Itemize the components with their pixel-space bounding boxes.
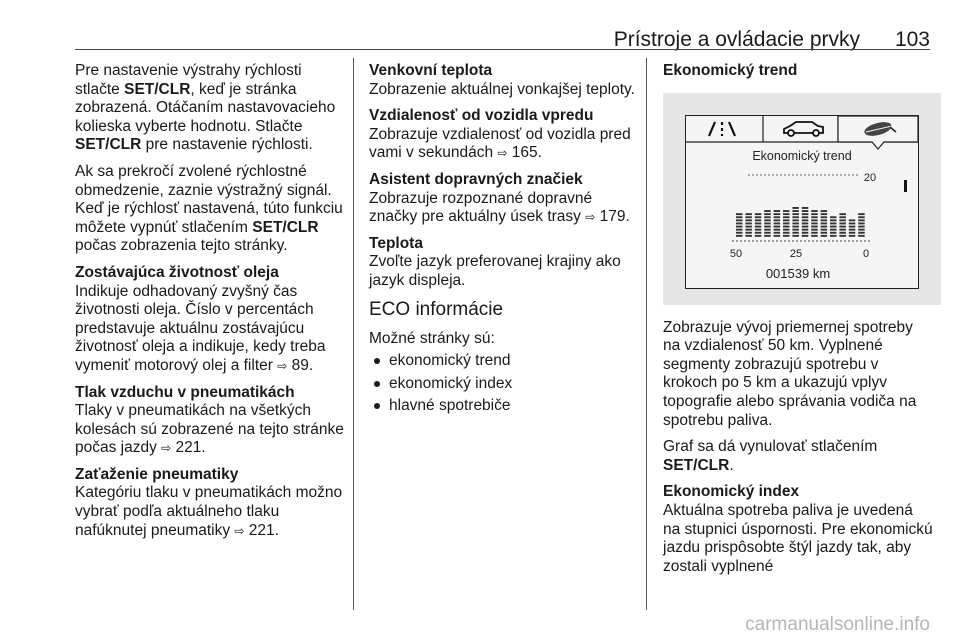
bar-segment	[736, 219, 743, 221]
bar-segment	[849, 234, 856, 236]
bar-segment	[802, 210, 809, 212]
bar-segment	[764, 219, 771, 221]
bar-segment	[839, 219, 846, 221]
page-ref-arrow-icon: ⇨	[277, 358, 288, 373]
bar-segment	[858, 222, 865, 224]
bar-segment	[755, 222, 762, 224]
bar-segment	[764, 231, 771, 233]
distance-text: Zobrazuje vzdialenosť od vozidla pred vami v sekundách ⇨ 165.	[369, 125, 631, 162]
bar-segment	[821, 213, 828, 215]
bar-segment	[783, 210, 790, 212]
bar-segment	[764, 222, 771, 224]
bar-segment	[792, 225, 799, 227]
eco-trend-heading: Ekonomický trend	[663, 62, 798, 79]
page-ref-arrow-icon: ⇨	[497, 146, 508, 161]
bar-segment	[755, 225, 762, 227]
bar-segment	[830, 216, 837, 218]
bar-segment	[783, 213, 790, 215]
bar-segment	[821, 210, 828, 212]
bar-segment	[792, 219, 799, 221]
page-ref[interactable]: 179.	[599, 208, 630, 226]
bar-segment	[792, 213, 799, 215]
bar-segment	[811, 225, 818, 227]
bar-segment	[849, 222, 856, 224]
traffic-sign-heading: Asistent dopravných značiek	[369, 170, 583, 188]
bar-segment	[736, 222, 743, 224]
page-ref-arrow-icon: ⇨	[161, 441, 172, 456]
header-divider	[75, 49, 930, 50]
display-title: Ekonomický trend	[752, 148, 852, 163]
bar-segment	[811, 210, 818, 212]
bar-segment	[774, 234, 781, 236]
bar-segment	[830, 231, 837, 233]
bar-segment	[792, 231, 799, 233]
bar-segment	[802, 213, 809, 215]
bar-segment	[830, 219, 837, 221]
bar-segment	[783, 219, 790, 221]
distance-heading: Vzdialenosť od vozidla vpredu	[369, 107, 594, 125]
bar-segment	[755, 219, 762, 221]
scale-top-label: 20	[863, 171, 877, 184]
bar-segment	[783, 225, 790, 227]
page-ref[interactable]: 221.	[248, 521, 279, 539]
column-middle	[369, 62, 637, 420]
tyre-pressure-heading: Tlak vzduchu v pneumatikách	[75, 383, 295, 401]
set-clr-key: SET/CLR	[124, 80, 191, 98]
bar-segment	[764, 216, 771, 218]
column-right	[663, 62, 933, 584]
bar-segment	[821, 216, 828, 218]
bar-segment	[745, 234, 752, 236]
set-clr-key: SET/CLR	[663, 456, 730, 474]
bar-segment	[792, 216, 799, 218]
bar-segment	[811, 219, 818, 221]
outside-temp-text: Zobrazenie aktuálnej vonkajšej teploty.	[369, 80, 635, 98]
axis-label: 50	[729, 247, 743, 260]
tyre-load-heading: Zaťaženie pneumatiky	[75, 465, 239, 483]
consumption-bar	[839, 213, 846, 237]
temperature-heading: Teplota	[369, 234, 423, 252]
bar-segment	[830, 222, 837, 224]
bar-segment	[755, 228, 762, 230]
bar-segment	[839, 225, 846, 227]
bar-segment	[792, 222, 799, 224]
bar-segment	[821, 231, 828, 233]
bar-segment	[849, 225, 856, 227]
bar-segment	[745, 213, 752, 215]
bar-segment	[802, 234, 809, 236]
reset-text: Graf sa dá vynulovať stlačením SET/CLR.	[663, 438, 878, 474]
column-left	[75, 62, 347, 548]
bar-segment	[755, 213, 762, 215]
consumption-bar	[783, 210, 790, 237]
bar-segment	[736, 225, 743, 227]
bar-segment	[858, 219, 865, 221]
bar-segment	[736, 234, 743, 236]
bar-segment	[736, 228, 743, 230]
bar-segment	[736, 213, 743, 215]
bar-segment	[774, 231, 781, 233]
bar-segment	[830, 228, 837, 230]
list-item: ekonomický trend	[369, 352, 637, 371]
bar-segment	[792, 234, 799, 236]
bar-segment	[839, 216, 846, 218]
eco-trend-figure	[663, 93, 941, 305]
bar-segment	[830, 234, 837, 236]
axis-label: 25	[789, 247, 803, 260]
traffic-sign-text: Zobrazuje rozpoznané dopravné značky pre aktuálny úsek trasy ⇨ 179.	[369, 189, 630, 226]
bar-segment	[755, 234, 762, 236]
bar-segment	[774, 213, 781, 215]
bar-segment	[849, 228, 856, 230]
consumption-bar	[792, 207, 799, 237]
page-ref[interactable]: 89.	[291, 356, 314, 374]
bar-segment	[849, 231, 856, 233]
eco-index-heading: Ekonomický index	[663, 483, 800, 501]
watermark: carmanualsonline.info	[745, 614, 930, 635]
page-ref-arrow-icon: ⇨	[234, 523, 245, 538]
consumption-bar	[802, 207, 809, 237]
scroll-marker	[904, 180, 907, 192]
bar-segment	[764, 234, 771, 236]
bar-segment	[811, 234, 818, 236]
consumption-bar	[774, 210, 781, 237]
consumption-bar	[821, 210, 828, 237]
consumption-bar	[736, 213, 743, 237]
bar-segment	[774, 210, 781, 212]
bar-segment	[821, 234, 828, 236]
tyre-pressure-text: Tlaky v pneumatikách na všetkých kolesách sú zobrazené na tejto stránke počas jazdy ⇨ 221.	[75, 402, 344, 457]
bar-segment	[792, 228, 799, 230]
bar-segment	[839, 222, 846, 224]
eco-trend-text: Zobrazuje vývoj priemernej spotreby na vzdialenosť 50 km. Vyplnené segmenty zobrazujú spotrebu v krokoch po 5 km a ukazujú vplyv topografie alebo správania vodiča na spotrebu paliva.	[663, 318, 917, 429]
page-ref[interactable]: 221.	[175, 439, 206, 457]
eco-info-heading: ECO informácie	[369, 298, 504, 320]
bar-segment	[783, 234, 790, 236]
consumption-bar	[755, 213, 762, 237]
eco-index-text: Aktuálna spotreba paliva je uvedená na stupnici úspornosti. Pre ekonomickú jazdu prispôsobte štýl jazdy tak, aby zostali vyplnené	[663, 501, 933, 575]
eco-trend-screen	[686, 116, 918, 288]
bar-segment	[858, 234, 865, 236]
list-item: ekonomický index	[369, 375, 637, 394]
bar-segment	[755, 216, 762, 218]
column-divider	[646, 58, 647, 610]
bar-segment	[802, 231, 809, 233]
bar-segment	[783, 228, 790, 230]
bar-segment	[792, 207, 799, 209]
bar-segment	[849, 219, 856, 221]
bar-segment	[839, 228, 846, 230]
bar-segment	[783, 222, 790, 224]
set-clr-key: SET/CLR	[75, 136, 142, 154]
consumption-bar	[811, 210, 818, 237]
bar-segment	[821, 222, 828, 224]
bar-segment	[839, 234, 846, 236]
bar-segment	[745, 231, 752, 233]
bar-segment	[839, 231, 846, 233]
bar-segment	[774, 228, 781, 230]
bar-segment	[792, 210, 799, 212]
bar-segment	[802, 207, 809, 209]
bar-segment	[811, 231, 818, 233]
consumption-bars	[736, 207, 865, 237]
column-divider	[353, 58, 354, 610]
set-clr-key: SET/CLR	[252, 218, 319, 236]
pages-intro: Možné stránky sú:	[369, 329, 495, 347]
bar-segment	[839, 213, 846, 215]
bar-segment	[745, 216, 752, 218]
page-title: Prístroje a ovládacie prvky	[613, 28, 860, 51]
car-icon[interactable]	[784, 122, 823, 136]
bar-segment	[858, 231, 865, 233]
bar-segment	[858, 228, 865, 230]
road-icon[interactable]	[709, 122, 735, 136]
temperature-text: Zvoľte jazyk preferovanej krajiny ako jazyk displeja.	[369, 253, 621, 289]
page-ref-arrow-icon: ⇨	[585, 210, 596, 225]
bar-segment	[774, 219, 781, 221]
oil-life-text: Indikuje odhadovaný zvyšný čas životnosti oleja. Číslo v percentách predstavuje aktuálnu zostávajúcu životnosť oleja a indikuje, kedy treba vymeniť motorový olej a filter ⇨ 89.	[75, 282, 326, 374]
bar-segment	[821, 219, 828, 221]
consumption-bar	[745, 213, 752, 237]
speed-limit-paragraph: Ak sa prekročí zvolené rýchlostné obmedzenie, zaznie výstražný signál. Keď je rýchlosť nastavená, túto funkciu môžete vypnúť stlačením SET/CLR počas zobrazenia tejto stránky.	[75, 162, 343, 255]
tyre-load-text: Kategóriu tlaku v pneumatikách možno vybrať podľa aktuálneho tlaku nafúknutej pneumatiky ⇨ 221.	[75, 484, 343, 539]
bar-segment	[802, 222, 809, 224]
bar-segment	[774, 216, 781, 218]
bar-segment	[764, 213, 771, 215]
bar-segment	[821, 228, 828, 230]
bar-segment	[745, 222, 752, 224]
page-number: 103	[894, 28, 930, 51]
bar-segment	[783, 231, 790, 233]
bar-segment	[802, 228, 809, 230]
consumption-bar	[858, 213, 865, 237]
bar-segment	[736, 216, 743, 218]
bar-segment	[830, 225, 837, 227]
bar-segment	[821, 225, 828, 227]
bar-segment	[811, 216, 818, 218]
outside-temp-heading: Venkovní teplota	[369, 62, 493, 79]
bar-segment	[811, 213, 818, 215]
bar-segment	[745, 219, 752, 221]
bar-segment	[764, 225, 771, 227]
bar-segment	[745, 228, 752, 230]
bar-segment	[783, 216, 790, 218]
consumption-bar	[849, 219, 856, 236]
page-header	[75, 28, 930, 50]
axis-label: 0	[862, 247, 870, 260]
consumption-bar	[830, 216, 837, 237]
bar-segment	[774, 225, 781, 227]
bar-segment	[811, 228, 818, 230]
bar-segment	[764, 228, 771, 230]
bar-segment	[736, 231, 743, 233]
bar-segment	[745, 225, 752, 227]
bar-segment	[802, 216, 809, 218]
bar-segment	[811, 222, 818, 224]
eco-pages-list	[369, 352, 637, 416]
bar-segment	[774, 222, 781, 224]
bar-segment	[755, 231, 762, 233]
list-item: hlavné spotrebiče	[369, 397, 637, 416]
consumption-bar	[764, 210, 771, 237]
speed-warning-paragraph: Pre nastavenie výstrahy rýchlosti stlačte SET/CLR, keď je stránka zobrazená. Otáčaním nastavovacieho kolieska vyberte hodnotu. Stlačte SET/CLR pre nastavenie rýchlosti.	[75, 62, 336, 154]
bar-segment	[764, 210, 771, 212]
bar-segment	[802, 219, 809, 221]
bar-segment	[858, 225, 865, 227]
page-ref[interactable]: 165.	[511, 144, 542, 162]
instrument-display	[685, 115, 919, 289]
bar-segment	[858, 213, 865, 215]
bar-segment	[802, 225, 809, 227]
odometer-readout: 001539 km	[765, 265, 831, 281]
oil-life-heading: Zostávajúca životnosť oleja	[75, 263, 279, 281]
bar-segment	[858, 216, 865, 218]
